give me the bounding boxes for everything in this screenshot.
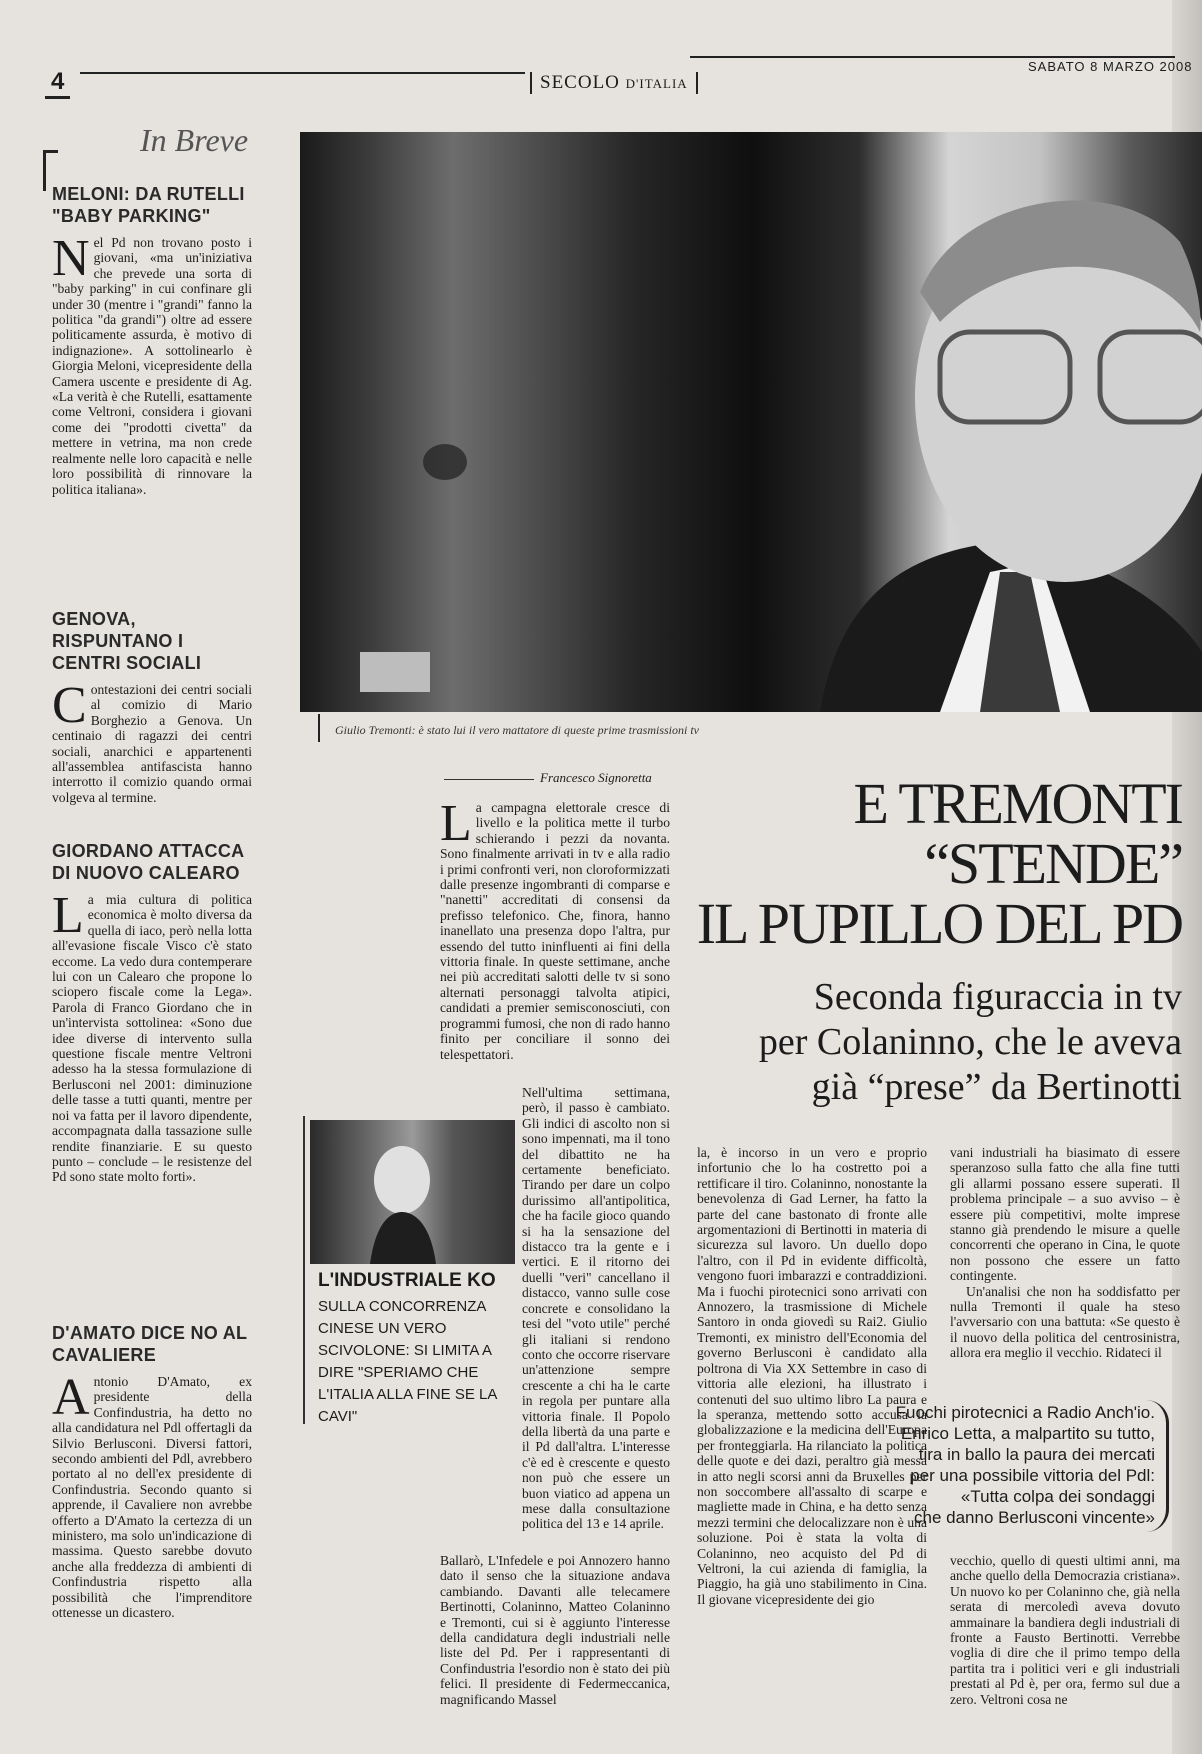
subhead-line-2: per Colaninno, che le aveva bbox=[758, 1021, 1182, 1063]
inset-text: SULLA CONCORRENZA CINESE UN VERO SCIVOLONE: SI LIMITA A DIRE "SPERIAMO CHE L'ITALIA ALLA FINE SE LA CAVI" bbox=[318, 1298, 497, 1425]
page-number: 4 bbox=[45, 68, 70, 99]
article-column-1 bbox=[440, 795, 670, 1062]
issue-date: SABATO 8 MARZO 2008 bbox=[1028, 59, 1193, 74]
article-column-3 bbox=[950, 1145, 1180, 1361]
brief-1-text: el Pd non trovano posto i giovani, «ma un'iniziativa che prevede una sorta di "baby parking" in cui confinare gli under 30 (mentre i "grandi" fanno la politica "da grandi") oltre ad essere politicamente assurda, è motivo di indignazione». A sottolinearlo è Giorgia Meloni, vicepresidente della Camera uscente e presidente di Ag. «La verità è che Rutelli, esattamente come Veltroni, considera i giovani come dei "prodotti civetta" da mettere in vetrina, ma non crede realmente nelle loro capacità e nelle loro possibilità di rinnovare la politica italiana». bbox=[52, 235, 252, 497]
wall-plaque bbox=[360, 652, 430, 692]
masthead-main: SECOLO bbox=[540, 72, 620, 93]
byline bbox=[444, 770, 652, 786]
subhead-line-1: Seconda figuraccia in tv bbox=[813, 976, 1182, 1018]
brief-3-dropcap: L bbox=[52, 887, 84, 944]
inset-face bbox=[374, 1146, 430, 1214]
brief-1-body bbox=[52, 230, 252, 497]
brief-4 bbox=[52, 1322, 252, 1621]
headline-line-2: “STENDE” bbox=[924, 831, 1182, 896]
byline-rule bbox=[444, 779, 534, 780]
brief-4-title: D'AMATO DICE NO AL CAVALIERE bbox=[52, 1323, 248, 1365]
pull-quote-bracket bbox=[1146, 1400, 1169, 1532]
subhead-line-3: già “prese” da Bertinotti bbox=[811, 1066, 1182, 1108]
inset-title: L'INDUSTRIALE KO bbox=[318, 1270, 496, 1291]
article-text-1: a campagna elettorale cresce di livello e la politica mette il turbo schierando i pezzi da novanta. Sono finalmente arrivati in tv e alla radio i primi confronti veri, non cloroformizzati dalle presenze ingombranti di comparse e "nanetti" accreditati di consensi da prefisso telefonico. Che, finora, hanno inanellato una presenza dopo l'altra, pur essendo del tutto ininfluenti ai fini della vittoria finale. In queste settimane, anche nei più accreditati salotti delle tv si sono alternati personaggi talvolta atipici, candidati a premier semisconosciuti, con programmi fumosi, che non di rado hanno finito per conciliare il sonno dei telespettatori. bbox=[440, 800, 670, 1062]
tremonti-photo bbox=[300, 132, 1202, 712]
tremonti-portrait-illustration bbox=[300, 132, 1202, 712]
in-breve-label: In Breve bbox=[140, 122, 249, 158]
brief-3-body bbox=[52, 887, 252, 1185]
headline-line-1: E TREMONTI bbox=[853, 771, 1182, 836]
brief-3-text: a mia cultura di politica economica è molto diversa da quella di iaco, però nella lotta all'evasione fiscale Visco c'è stato eccome. La vedo dura contemperare lui con un Calearo che propone lo sciopero fiscale come la Lega». Parola di Franco Giordano che in un'intervista sottolinea: «Sono due idee diverse di intervento sulla questione fiscale mentre Veltroni adesso ha la stessa formulazione di Berlusconi nel 2001: diminuzione delle tasse a tutti quanti, mentre per noi va fatta per il lavoro dipendente, accompagnata dalla tassazione sulle rendite finanziarie. E su questo punto – conclude – le resistenze del Pd sono state molto forti». bbox=[52, 892, 252, 1185]
article-subhead bbox=[759, 975, 1182, 1110]
brief-1-title: MELONI: DA RUTELLI "BABY PARKING" bbox=[52, 184, 245, 226]
article-para-1 bbox=[440, 795, 670, 1062]
brief-2 bbox=[52, 608, 252, 805]
inset-bar bbox=[303, 1116, 305, 1424]
wall-hole bbox=[423, 444, 467, 480]
article-text-4: la, è incorso in un vero e proprio infortunio che lo ha costretto poi a rettificare il tiro. Colaninno, nonostante la benevolenza di Gad Lerner, ha fatto la parte del cane bastonato di fronte alle argomentazioni di Bertinotti in materia di sicurezza sul lavoro. Un duello dopo l'altro, con il Pd in evidente difficoltà, vengono fuori imbarazzi e contraddizioni. Ma i fuochi pirotecnici sono arrivati con Annozero, la trasmissione di Michele Santoro in onda giovedì su Rai2. Giulio Tremonti, ex ministro dell'Economia del governo Berlusconi è candidato alla poltrona di Via XX Settembre in caso di vittoria alle elezioni, ha illustrato i contenuti del suo ultimo libro La paura e la speranza, mettendo sotto accusa la globalizzazione e la medicina dell'Europa per fronteggiarla. Ha rilanciato la politica delle quote e dei dazi, peraltro già messa in atto negli scorsi anni da Bruxelles per non soccombere all'assalto di scarpe e magliette made in China, e ha detto senza mezzi termini che delocalizzare non è una soluzione. Poi è stata la volta di Colaninno, neo acquisto del Pd di Veltroni, la cui azienda di famiglia, la Piaggio, ha già uno stabilimento in Cina. Il giovane vicepresidente dei gio bbox=[697, 1145, 927, 1607]
pull-quote-line-6: che danno Berlusconi vincente» bbox=[914, 1508, 1155, 1527]
byline-author: Francesco Signoretta bbox=[540, 770, 652, 785]
header-rule-right bbox=[690, 56, 1175, 58]
brief-3 bbox=[52, 840, 252, 1185]
pull-quote-line-5: «Tutta colpa dei sondaggi bbox=[960, 1487, 1155, 1506]
colaninno-photo bbox=[310, 1120, 515, 1264]
caption-bar bbox=[318, 714, 320, 742]
brief-4-dropcap: A bbox=[52, 1369, 90, 1426]
brief-1 bbox=[52, 183, 252, 497]
brief-2-title: GENOVA, RISPUNTANO I CENTRI SOCIALI bbox=[52, 609, 202, 673]
brief-2-text: ontestazioni dei centri sociali al comizio di Mario Borghezio a Genova. Un centinaio di ragazzi dei centri sociali, anarchici e appartenenti all'assemblea antifascista hanno interrotto il comizio quando ormai volgeva al termine. bbox=[52, 682, 252, 805]
headline-line-3: IL PUPILLO DEL PD bbox=[696, 891, 1182, 956]
pull-quote-line-4: per una possibile vittoria del Pdl: bbox=[910, 1466, 1155, 1485]
masthead-small: D'ITALIA bbox=[625, 76, 688, 91]
pull-quote-line-3: tira in ballo la paura dei mercati bbox=[918, 1445, 1155, 1464]
brief-2-dropcap: C bbox=[52, 677, 87, 734]
article-column-1b bbox=[522, 1085, 670, 1532]
pull-quote bbox=[880, 1402, 1155, 1528]
article-column-2 bbox=[697, 1145, 927, 1607]
pull-quote-line-2: Enrico Letta, a malpartito su tutto, bbox=[900, 1424, 1155, 1443]
header-rule-left bbox=[80, 72, 525, 74]
article-dropcap: L bbox=[440, 795, 472, 852]
photo-caption: Giulio Tremonti: è stato lui il vero mattatore di queste prime trasmissioni tv bbox=[335, 723, 699, 737]
brief-1-dropcap: N bbox=[52, 230, 90, 287]
pull-quote-line-1: Fuochi pirotecnici a Radio Anch'io. bbox=[895, 1403, 1155, 1422]
article-headline bbox=[696, 771, 1182, 956]
brief-2-body bbox=[52, 677, 252, 805]
article-column-1c bbox=[440, 1553, 670, 1707]
masthead bbox=[530, 72, 698, 94]
inset-suit bbox=[370, 1212, 436, 1264]
article-text-3: Ballarò, L'Infedele e poi Annozero hanno dato il senso che la situazione andava cambiando. Davanti alle telecamere Bertinotti, Colaninno, Matteo Colaninno e Tremonti, cui si è aggiunto l'interesse della candidatura degli industriali nelle liste del Pd. Per i rappresentanti di Confindustria l'esordio non è stato dei più felici. Il presidente di Federmeccanica, magnificando Massel bbox=[440, 1553, 670, 1707]
article-column-3b bbox=[950, 1553, 1180, 1707]
article-text-5: vani industriali ha biasimato di essere speranzoso sulla fatto che alla fine tutti gli allarmi possano essere superati. Il problema principale – a suo avviso – è essere più competitivi, molte imprese stanno già prendendo le misure a quelle concorrenti che operano in Cina, le quote non possono che essere un fatto contingente. bbox=[950, 1145, 1180, 1284]
article-text-6: Un'analisi che non ha soddisfatto per nulla Tremonti il quale ha steso l'avversario con una battuta: «Se questo è il nuovo della politica del centrosinistra, allora era meglio il vecchio. Ridateci il bbox=[950, 1283, 1180, 1361]
brief-4-text: ntonio D'Amato, ex presidente della Confindustria, ha detto no alla candidatura nel Pdl offertagli da Silvio Berlusconi. Diversi fattori, secondo ambienti del Pdl, avrebbero portato al no dell'ex presidente di Confindustria. Secondo quanto si apprende, il Cavaliere non avrebbe offerto a D'Amato la certezza di un ministero, ma solo un'indicazione di massima. Questo sarebbe dovuto anche alla freddezza di ambienti di Confindustria rispetto alla possibilità che l'imprenditore ottenesse un dicastero. bbox=[52, 1374, 252, 1621]
colaninno-portrait-illustration bbox=[310, 1120, 515, 1264]
article-text-2: Nell'ultima settimana, però, il passo è cambiato. Gli indici di ascolto non si sono impennati, ma il tono del dibattito ne ha certamente beneficiato. Tirando per dare un colpo durissimo all'antipolitica, che ha facile gioco quando si ha la sensazione del distacco tra la gente e i vertici. E il ritorno dei duelli "veri" cancellano il distacco, vanno sulle cose concrete e consolidano la tesi del "voto utile" perché gli italiani si rendono conto che occorre riservare un'attenzione sempre crescente a chi ha le carte in regola per puntare alla vittoria finale. Il Popolo della libertà da una parte e il Pd dall'altra. L'interesse c'è ed è crescente e questo non può che essere un buon viatico ad appena un mese dalla consultazione politica del 13 e 14 aprile. bbox=[522, 1085, 670, 1532]
article-text-7: vecchio, quello di questi ultimi anni, ma anche quello della Democrazia cristiana». Un nuovo ko per Colaninno che, già nella serata di mercoledì aveva dovuto ammainare la bandiera degli industriali di fronte a Fausto Bertinotti. Verrebbe voglia di dire che il primo tempo della partita tra i politici veri e gli industriali prestati al Pd è, per ora, fermo sul due a zero. Veltroni cosa ne bbox=[950, 1553, 1180, 1707]
brief-3-title: GIORDANO ATTACCA DI NUOVO CALEARO bbox=[52, 841, 244, 883]
brief-4-body bbox=[52, 1369, 252, 1621]
